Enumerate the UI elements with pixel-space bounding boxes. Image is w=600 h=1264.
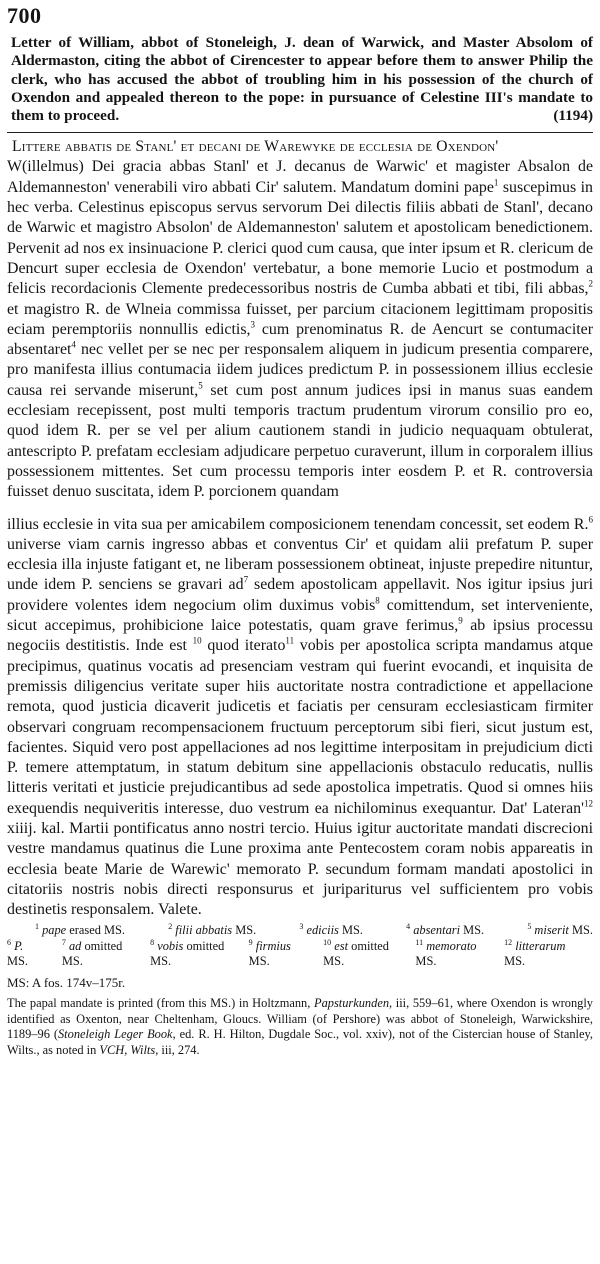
text-run: universe viam carnis ingresso abbas et conventus Cir' et quidam alii prefatum P. super ecclesia illa injuste fatigant et, ne liberam possessionem obtineat, injuste prepedire nituntur, unde idem P. senciens se gravari ad — [7, 535, 593, 594]
footnote-number: 3 — [299, 922, 304, 932]
footnote-number: 10 — [323, 937, 332, 947]
footnote-number: 8 — [150, 937, 155, 947]
footnote-note: MS. — [232, 923, 257, 938]
document-number: 700 — [7, 3, 42, 28]
text-run: et magistro R. de Wlneia commissa fuisset, per parcium citacionem legittimam propositis eciam peremptoriis nonnullis edictis, — [7, 300, 593, 338]
footnote-word: pape — [39, 923, 67, 938]
summary-text: Letter of William, abbot of Stoneleigh, J. dean of Warwick, and Master Absolom of Aldermaston, citing the abbot of Cirencester to appear before them to answer Philip the clerk, who has accused the abbot of troubling him in his possession of the church of Oxendon and appealed thereon to the pope: in pursuance of Celestine III's mandate to them to proceed. — [11, 34, 593, 125]
text-run: , iii, 274. — [155, 1042, 200, 1057]
footnote-note: MS. — [568, 923, 593, 938]
text-run: ab ipsius processu negociis destitistis. Inde est — [7, 617, 593, 655]
text-run: W(illelmus) Dei gracia abbas Stanl' et J. decanus de Warwic' et magister Absalon de Aldemanneston' venerabili viro abbati Cir' salutem. Mandatum domini pape — [7, 158, 593, 196]
footnote-ref: 10 — [192, 636, 202, 647]
text-run: quod iterato — [201, 637, 286, 655]
italic-run: Stoneleigh Leger Book — [57, 1027, 173, 1042]
footnote-note: MS. — [460, 923, 485, 938]
footnote-word: ad — [65, 938, 82, 953]
footnote-number: 9 — [248, 937, 253, 947]
footnote-note: MS. — [338, 923, 363, 938]
footnote-6 — [7, 939, 48, 969]
footnote-number: 4 — [406, 922, 411, 932]
footnote-word: firmius — [252, 938, 291, 953]
footnotes — [7, 923, 593, 969]
footnote-8 — [150, 939, 235, 969]
footnote-ref: 12 — [584, 798, 593, 809]
text-run: , iii, 559–61, where Oxendon is wrongly identified as Oxenton, near Cheltenham, Gloucs. William (of Pershore) was abbot of Stoneleigh, Warwickshire, 1189–96 ( — [7, 996, 593, 1042]
latin-heading: Littere abbatis de Stanl' et decani de Warewyke de ecclesia de Oxendon' — [12, 138, 499, 156]
footnote-word: memorato — [423, 938, 477, 953]
footnote-10 — [323, 939, 401, 969]
footnote-note: omitted MS. — [323, 938, 389, 968]
footnote-ref: 11 — [285, 636, 295, 647]
footnote-3 — [299, 923, 363, 938]
footnote-number: 6 — [7, 937, 11, 947]
text-run: cum prenominatus R. de Aencurt se contumaciter absentaret — [7, 320, 593, 359]
italic-run: VCH, Wilts — [99, 1042, 156, 1057]
text-run: sedem apostolicam appellavit. Nos igitur ipsius juri providere volentes idem negocium olim duximus vobis — [7, 576, 593, 614]
latin-text — [7, 157, 593, 920]
footnote-ref: 1 — [493, 177, 499, 188]
footnote-1 — [35, 923, 125, 938]
footnote-ref: 8 — [375, 595, 380, 606]
footnote-ref: 5 — [198, 380, 203, 391]
document-summary — [11, 34, 593, 125]
footnote-word: est — [331, 938, 349, 953]
footnote-number: 11 — [415, 937, 424, 947]
footnote-ref: 9 — [458, 615, 463, 626]
latin-paragraph-2 — [7, 515, 593, 921]
footnote-number: 7 — [61, 937, 66, 947]
footnote-ref: 2 — [588, 278, 593, 289]
text-run: vobis per apostolica scripta mandamus atque precipimus, quatinus vocatis ad presenciam vestram qui fuerint evocandi, et inquisita de premissis diligencius veritate super hiis auctoritate nostra contradictione et appellacione remota, quod justicia dicaverit judicetis et faciatis per censuram ecclesiasticam firmiter observari congruam recompensacionem fructuum perceptorum sibi fieri, sicut justum est, facientes. Siquid vero post appellaciones ad nos legittime interpositam in prejudicium dicti P. temere attemptatum, in statum debitum sine appellacionis obstaculo reducatis, nullis litteris veritati et justicie prejudicantibus ad sede apostolica impetratis. Quod si omnes hiis exequendis nequiveritis interesse, duo vestrum ea nichilominus exequantur. Dat' Lateran' — [7, 637, 593, 817]
text-run: nec vellet per se nec per responsalem aliquem in judicum presentia comparere, pro manifesta illius contumacia iidem judices predictum P. in possessionem illius ecclesie causa rei servande miserunt, — [7, 341, 593, 399]
footnote-ref: 6 — [588, 514, 593, 525]
footnote-row-2 — [7, 939, 593, 969]
footnote-note: MS. — [248, 953, 270, 968]
footnote-number: 5 — [527, 922, 532, 932]
footnote-ref: 3 — [250, 319, 255, 330]
footnote-12 — [504, 939, 579, 969]
footnote-word: vobis — [154, 938, 184, 953]
footnote-7 — [62, 939, 136, 969]
footnote-4 — [406, 923, 484, 938]
footnote-note: MS. — [504, 953, 526, 968]
footnote-ref: 7 — [243, 575, 249, 586]
footnote-note: MS. — [7, 953, 29, 968]
text-run: , ed. R. H. Hilton, Dugdale Soc., vol. xxiv), not of the Cistercian house of Stanley, Wilts., as noted in — [7, 1027, 593, 1057]
section-divider — [7, 132, 593, 133]
footnote-5 — [527, 923, 593, 938]
footnote-2 — [168, 923, 256, 938]
manuscript-source: MS: A fos. 174v–175r. — [7, 975, 126, 991]
footnote-note: omitted MS. — [61, 938, 123, 968]
footnote-word: miserit — [531, 923, 569, 938]
italic-run: Papsturkunden — [314, 996, 390, 1011]
footnote-word: ediciis — [303, 923, 339, 938]
footnote-11 — [415, 939, 490, 969]
footnote-9 — [249, 939, 309, 969]
footnote-note: omitted MS. — [150, 938, 225, 968]
footnote-row-1 — [7, 923, 593, 938]
footnote-note: MS. — [415, 953, 437, 968]
editorial-remarks — [7, 996, 593, 1058]
footnote-word: absentari — [410, 923, 461, 938]
text-run: The papal mandate is printed (from this MS.) in Holtzmann, — [7, 996, 314, 1011]
document-date: (1194) — [553, 107, 593, 125]
footnote-note: erased MS. — [66, 923, 126, 938]
footnote-number: 2 — [168, 922, 173, 932]
footnote-number: 12 — [504, 937, 513, 947]
footnote-word: P. — [11, 938, 24, 953]
text-run: set cum post annum judices ipsi in manus suas eandem ecclesiam recepissent, post multi temporis tractum prudentum virorum consilio pro eo, quod idem R. per se vel per alium cautionem standi in judicio nequaquam obtulerat, antescripto P. prefatam ecclesiam adjudicare perpetuo curaverunt, illum in corporalem illius possessionem mittentes. Set cum processu temporis inter eosdem P. et R. controversia fuisset denuo suscitata, idem P. porcionem quandam — [7, 381, 593, 501]
footnote-number: 1 — [35, 922, 39, 932]
latin-paragraph-1 — [7, 157, 593, 502]
footnote-ref: 4 — [71, 339, 76, 350]
text-run: suscepimus in hec verba. Celestinus episcopus servus servorum Dei dilectis filiis abbati de Stanl', decano de Warwic et magistro Absolon' de Aldemanneston' salutem et apostolicam benedictionem. Pervenit ad nos ex insinuacione P. clerici quod cum causa, que inter ipsum et R. clericum de Dencurt super ecclesia de Oxendon' vertebatur, a bone memorie Lucio et postmodum a felicis recordacionis Clemente predecessoribus nostris de Cumba abbati et tibi, fili abbas, — [7, 178, 593, 298]
footnote-word: litterarum — [512, 938, 566, 953]
text-run: illius ecclesie in vita sua per amicabilem composicionem tenendam concessit, set eodem R. — [7, 515, 589, 533]
text-run: comittendum, set interveniente, sicut accepimus, prohibicione laice potestatis, quam grave ferimus, — [7, 596, 593, 635]
footnote-word: filii abbatis — [172, 923, 233, 938]
text-run: xiiij. kal. Martii pontificatus anno nostri tercio. Huius igitur auctoritate mandati discrecioni vestre mandamus quatinus die Lune proxima ante Pentecostem coram nobis appareatis in ecclesia beate Marie de Warewic' memorato P. secundum formam mandati apostolici in citatoriis nostris nobis directi responsurus et juripariturus vel sufficientem pro vobis destinetis responsalem. Valete. — [7, 819, 593, 919]
